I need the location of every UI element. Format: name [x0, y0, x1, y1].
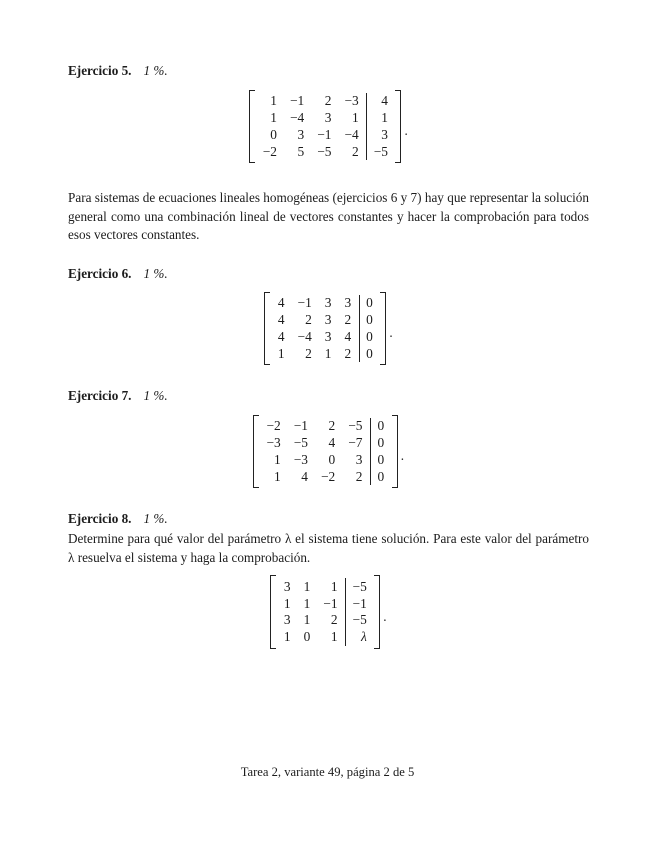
matrix-entry: 2: [344, 312, 352, 328]
matrix-entry: 4: [301, 468, 308, 484]
matrix-entry: −5: [366, 143, 394, 160]
matrix-entry: 3: [324, 110, 332, 126]
matrix-entry: 2: [324, 93, 332, 109]
matrix-entry: −5: [345, 612, 373, 629]
exercise-6-weight: 1 %.: [143, 266, 168, 282]
matrix-entry: −1: [289, 93, 305, 109]
matrix-entry: 1: [283, 595, 291, 611]
matrix-entry: −5: [345, 578, 373, 595]
matrix-period: .: [404, 122, 408, 138]
matrix-entry: 0: [359, 345, 380, 362]
matrix-entry: −3: [293, 452, 308, 468]
matrix-entry: −2: [266, 418, 281, 434]
matrix-entry: 4: [344, 329, 352, 345]
matrix-entry: 4: [277, 295, 285, 311]
matrix-entry: 1: [270, 110, 277, 126]
matrix-entry: 1: [283, 629, 291, 645]
matrix-right-bracket: [395, 90, 401, 163]
matrix-entry: 1: [324, 345, 332, 361]
matrix-entry: −2: [262, 143, 277, 159]
matrix-entry: 4: [277, 329, 285, 345]
matrix-entry: 1: [277, 345, 285, 361]
matrix-right-bracket: [380, 292, 386, 365]
matrix-entries: [255, 90, 395, 163]
matrix-entry: 0: [370, 435, 391, 452]
matrix-entry: 1: [303, 612, 311, 628]
matrix-entry: 4: [328, 435, 336, 451]
exercise-5-weight: 1 %.: [143, 63, 168, 78]
exercise-6-heading: [68, 265, 589, 284]
matrix-entry: 0: [359, 312, 380, 329]
matrix-period: .: [400, 448, 404, 464]
matrix-right-bracket: [392, 415, 398, 488]
matrix-entry: 0: [370, 452, 391, 469]
exercise-8-label: Ejercicio 8.: [68, 511, 132, 527]
matrix-entry: −5: [317, 143, 332, 159]
matrix-entry: 3: [344, 295, 352, 311]
matrix-entry: 1: [366, 110, 394, 127]
matrix-period: .: [383, 608, 387, 624]
matrix-entry: 3: [283, 612, 291, 628]
matrix-entry: 1: [274, 452, 281, 468]
augmented-matrix: [249, 90, 401, 163]
matrix-entry: 3: [324, 295, 332, 311]
matrix-entries: [270, 292, 380, 365]
exercise-6-matrix: [68, 292, 589, 365]
exercise-8-weight: 1 %.: [143, 511, 168, 527]
exercise-8-heading: [68, 510, 589, 529]
matrix-entry: −1: [317, 126, 332, 142]
matrix-entries: [259, 415, 392, 488]
exercise-8-note: Determine para qué valor del parámetro λ el sistema tiene solución. Para este valor del parámetro λ resuelva el sistema y haga la comprobación.: [68, 530, 589, 565]
exercise-7-weight: 1 %.: [143, 388, 168, 404]
matrix-entry: 0: [359, 295, 380, 312]
matrix-entry: 0: [370, 468, 391, 485]
matrix-entry: 2: [355, 468, 363, 484]
exercise-5-label: Ejercicio 5.: [68, 63, 132, 78]
exercise-5-matrix: [68, 90, 589, 163]
matrix-entry: 0: [303, 629, 311, 645]
matrix-entry: 0: [328, 452, 336, 468]
matrix-entries: [276, 575, 374, 648]
matrix-entry: 2: [352, 143, 359, 159]
matrix-entry: 3: [324, 329, 332, 345]
matrix-entry: 2: [344, 345, 352, 361]
matrix-entry: −3: [266, 435, 281, 451]
exercise-6-label: Ejercicio 6.: [68, 266, 132, 282]
matrix-entry: 3: [297, 126, 305, 142]
exercise-7-label: Ejercicio 7.: [68, 388, 132, 404]
matrix-entry: 5: [297, 143, 305, 159]
exercise-5-heading: [68, 62, 589, 81]
matrix-period: .: [389, 325, 393, 341]
matrix-right-bracket: [374, 575, 380, 648]
exercise-8-matrix: [68, 575, 589, 648]
matrix-entry: −1: [323, 595, 338, 611]
matrix-entry: −1: [293, 418, 308, 434]
matrix-entry: −1: [297, 295, 312, 311]
matrix-entry: −5: [293, 435, 308, 451]
matrix-entry: 2: [330, 612, 338, 628]
matrix-entry: −4: [344, 126, 359, 142]
homogeneous-systems-note: Para sistemas de ecuaciones lineales homogéneas (ejercicios 6 y 7) hay que representar la solución general como una combinación lineal de vectores constantes y hacer la comprobación para todos esos vectores constantes.: [68, 189, 589, 243]
augmented-matrix: [270, 575, 380, 648]
matrix-entry: −7: [348, 435, 363, 451]
matrix-entry: 2: [328, 418, 336, 434]
matrix-entry: 0: [370, 418, 391, 435]
matrix-entry: 0: [270, 126, 277, 142]
matrix-entry: 1: [274, 468, 281, 484]
matrix-entry: 3: [355, 452, 363, 468]
matrix-entry: λ: [345, 629, 373, 646]
augmented-matrix: [253, 415, 398, 488]
matrix-entry: 1: [303, 595, 311, 611]
matrix-entry: −5: [348, 418, 363, 434]
matrix-entry: 3: [283, 578, 291, 594]
matrix-entry: −4: [289, 110, 305, 126]
matrix-entry: 3: [324, 312, 332, 328]
matrix-entry: 0: [359, 329, 380, 346]
matrix-entry: 4: [366, 93, 394, 110]
matrix-entry: 2: [305, 312, 312, 328]
matrix-entry: 1: [330, 629, 338, 645]
matrix-entry: 1: [303, 578, 311, 594]
augmented-matrix: [264, 292, 386, 365]
matrix-entry: 1: [352, 110, 359, 126]
matrix-entry: 4: [277, 312, 285, 328]
matrix-entry: 1: [270, 93, 277, 109]
matrix-entry: −3: [344, 93, 359, 109]
matrix-entry: 2: [305, 345, 312, 361]
exercise-7-matrix: [68, 415, 589, 488]
matrix-entry: −1: [345, 595, 373, 612]
exercise-7-heading: [68, 387, 589, 406]
page-footer: Tarea 2, variante 49, página 2 de 5: [240, 765, 415, 780]
matrix-entry: −2: [321, 468, 336, 484]
matrix-entry: 1: [330, 578, 338, 594]
matrix-entry: −4: [297, 329, 312, 345]
matrix-entry: 3: [366, 126, 394, 143]
